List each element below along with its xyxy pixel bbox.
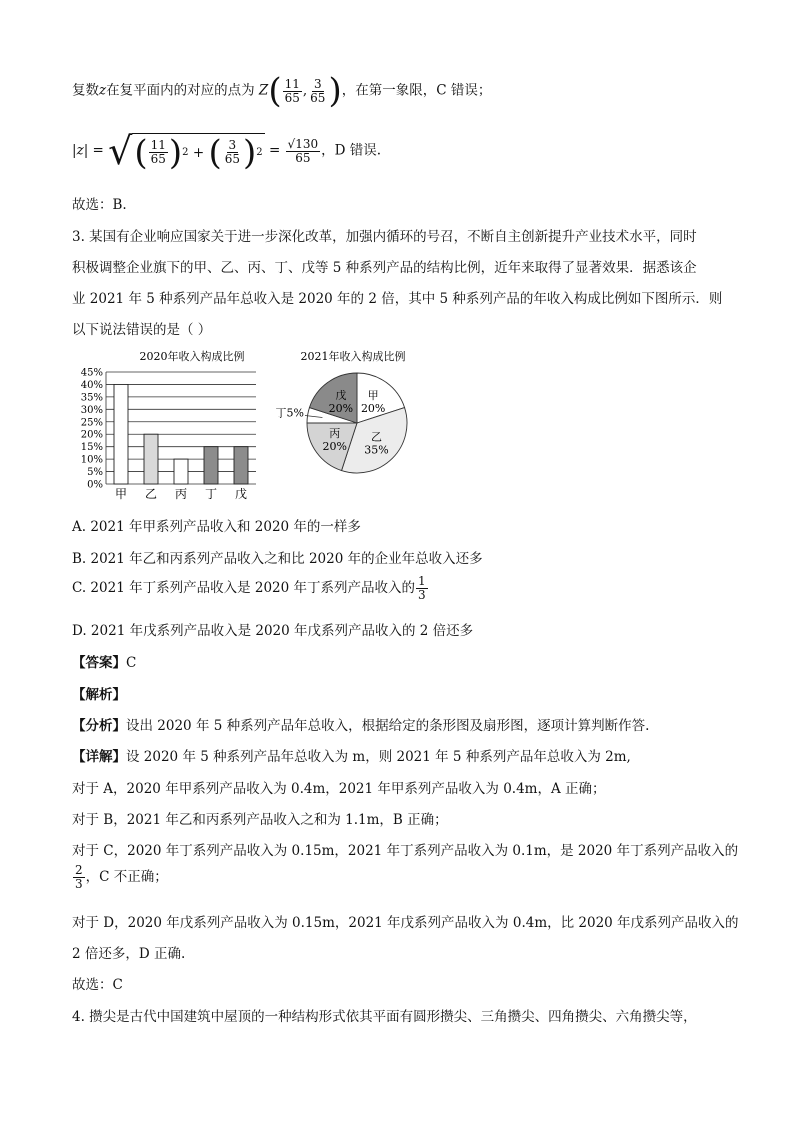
for-b-line: 对于 B，2021 年乙和丙系列产品收入之和为 1.1m，B 正确；: [72, 812, 448, 828]
fraction-result: $\frac{√130}{65}$: [287, 136, 319, 165]
bar-ytick-label: 5%: [87, 467, 103, 479]
bar-ytick-label: 40%: [80, 379, 103, 391]
modulus-line: |z| = √ ( $\frac{11}{65}$ ) 2 + ( $\frac{3}{65}$ ) 2 = $\frac{√130}{65}$ ，D 错误.: [72, 129, 382, 173]
pie-slice-pct: 20%: [360, 401, 386, 415]
bar: [204, 447, 218, 484]
pie-slice-label: 丙: [329, 427, 341, 441]
text: ，在第一象限，C 错误；: [341, 82, 492, 99]
bar-xtick-label: 丙: [174, 487, 188, 501]
paren-right: ): [328, 71, 342, 111]
choose-line-q3: 故选：C: [72, 977, 123, 993]
bar-xtick-label: 甲: [114, 487, 128, 501]
pie-slice-pct: 35%: [364, 443, 389, 457]
bar-ytick-label: 0%: [87, 479, 103, 491]
fraction: $\frac{11}{65}$: [284, 76, 300, 105]
bar-ytick-labels: [81, 368, 103, 491]
bar-xtick-labels: [115, 486, 247, 501]
bar-xtick-label: 丁: [204, 487, 218, 501]
fraction: $\frac{3}{65}$: [310, 76, 326, 105]
bar-ytick-label: 15%: [80, 442, 103, 454]
for-c-line2: $\frac{2}{3}$ ，C 不正确；: [75, 863, 168, 891]
choose-line: 故选：B.: [72, 197, 127, 213]
pie-slice-pct: 20%: [328, 401, 354, 415]
for-d-line1: 对于 D，2020 年戊系列产品收入为 0.15m，2021 年戊系列产品收入为 0.4m，比 2020 年戊系列产品收入的: [72, 915, 739, 931]
var-z: z: [99, 82, 107, 99]
option-c: C. 2021 年丁系列产品收入是 2020 年丁系列产品收入的 $\frac{1}{3}$: [72, 574, 426, 602]
option-b: B. 2021 年乙和丙系列产品收入之和比 2020 年的企业年总收入还多: [72, 551, 483, 567]
bar-xtick-label: 乙: [144, 487, 158, 501]
bar-ytick-label: 35%: [80, 392, 103, 404]
pie-slice-label: 甲: [367, 388, 379, 402]
q4-line1: 4. 攒尖是古代中国建筑中屋顶的一种结构形式依其平面有圆形攒尖、三角攒尖、四角攒尖、六角攒尖等，: [72, 1009, 697, 1025]
analysis-label: 【解析】: [72, 687, 126, 703]
for-c-line1: 对于 C，2020 年丁系列产品收入为 0.15m，2021 年丁系列产品收入为 0.1m，是 2020 年丁系列产品收入的: [72, 843, 739, 859]
option-a: A. 2021 年甲系列产品收入和 2020 年的一样多: [72, 519, 361, 535]
bar: [144, 434, 158, 484]
pie-chart-title: 2021年收入构成比例: [300, 350, 406, 363]
bar-chart-title: 2020年收入构成比例: [139, 350, 245, 363]
xiangjie-line: 【详解】设 2020 年 5 种系列产品年总收入为 m，则 2021 年 5 种系列产品年总收入为 2m,: [72, 749, 631, 765]
q3-line3: 业 2021 年 5 种系列产品年总收入是 2020 年的 2 倍，其中 5 种系列产品的年收入构成比例如下图所示．则: [72, 291, 723, 307]
pie-chart: [275, 346, 435, 482]
for-d-line2: 2 倍还多，D 正确.: [72, 946, 186, 962]
option-d: D. 2021 年戊系列产品收入是 2020 年戊系列产品收入的 2 倍还多: [72, 623, 474, 639]
pie-slice-pct: 20%: [322, 440, 347, 454]
text: 复数: [72, 82, 99, 99]
q3-line4: 以下说法错误的是（ ）: [72, 322, 212, 338]
bar: [114, 384, 128, 484]
complex-point-line: 复数z在复平面内的对应的点为 Z( $\frac{11}{65}$ , $\frac{3}{65}$ )，在第一象限，C 错误；: [72, 71, 492, 111]
bar-ytick-label: 10%: [80, 454, 103, 466]
bar: [174, 459, 188, 484]
pie-slice-label: 丁5%: [275, 406, 304, 420]
bar-ytick-label: 30%: [80, 404, 103, 416]
point-label: Z: [258, 82, 269, 99]
q3-line2: 积极调整企业旗下的甲、乙、丙、丁、戊等 5 种系列产品的结构比例，近年来取得了显著效果．据悉该企: [72, 260, 697, 276]
fraction: $\frac{1}{3}$: [418, 574, 426, 602]
bar: [234, 447, 248, 484]
sqrt-expression: √ ( $\frac{11}{65}$ ) 2 + ( $\frac{3}{65}$ ) 2: [108, 129, 263, 173]
bar-chart: [70, 346, 270, 502]
bar-xtick-label: 戊: [234, 487, 248, 501]
bar-ytick-label: 25%: [80, 417, 103, 429]
q3-line1: 3. 某国有企业响应国家关于进一步深化改革，加强内循环的号召，不断自主创新提升产业技术水平，同时: [72, 229, 697, 245]
bar-ytick-label: 20%: [80, 429, 103, 441]
fenxi-line: 【分析】设出 2020 年 5 种系列产品年总收入，根据给定的条形图及扇形图，逐项计算判断作答.: [72, 718, 650, 734]
fraction: $\frac{2}{3}$: [75, 863, 83, 891]
paren-left: (: [268, 71, 282, 111]
pie-slices: [307, 373, 407, 473]
bar-ytick-label: 45%: [80, 367, 103, 379]
text: 在复平面内的对应的点为: [106, 82, 255, 99]
pie-slice-label: 戊: [335, 388, 347, 402]
answer-line: 【答案】C: [72, 655, 137, 671]
pie-slice-label: 乙: [370, 430, 382, 444]
for-a-line: 对于 A，2020 年甲系列产品收入为 0.4m，2021 年甲系列产品收入为 0.4m，A 正确；: [72, 781, 606, 797]
